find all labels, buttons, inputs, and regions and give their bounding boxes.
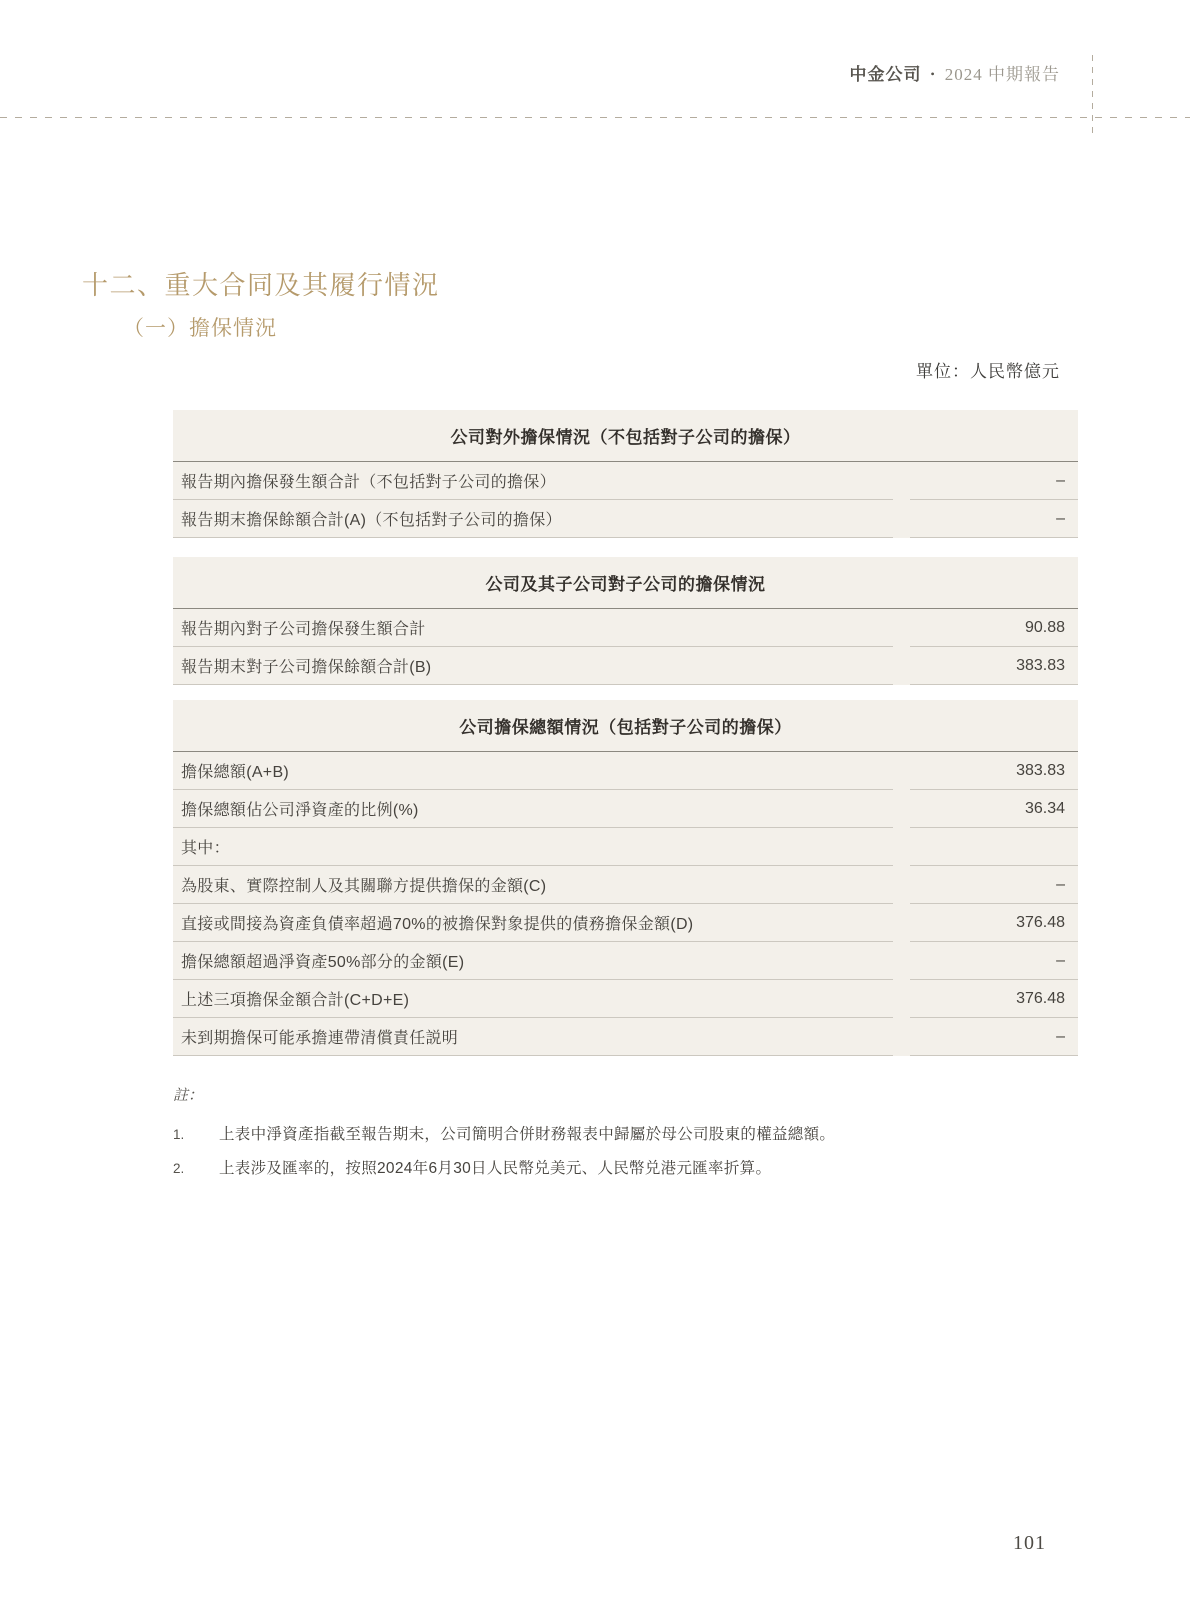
table-row <box>173 980 1078 1018</box>
row-label: 未到期擔保可能承擔連帶清償責任説明 <box>173 1018 893 1056</box>
row-value: 36.34 <box>910 790 1078 828</box>
row-value: 90.88 <box>910 609 1078 647</box>
horizontal-dashed-divider <box>0 117 1190 118</box>
table-row <box>173 752 1078 790</box>
row-label: 擔保總額佔公司淨資產的比例(%) <box>173 790 893 828</box>
note-text: 上表中淨資產指截至報告期末，公司簡明合併財務報表中歸屬於母公司股東的權益總額。 <box>219 1126 836 1143</box>
row-value: 376.48 <box>910 904 1078 942</box>
row-label: 其中： <box>173 828 893 866</box>
table-row <box>173 462 1078 500</box>
table-row <box>173 1018 1078 1056</box>
table-external-guarantees <box>173 410 1078 538</box>
table-row <box>173 790 1078 828</box>
note-number: 1. <box>173 1127 185 1142</box>
row-value: – <box>910 866 1078 904</box>
row-value: 376.48 <box>910 980 1078 1018</box>
table-total-guarantees <box>173 700 1078 1056</box>
row-value: 383.83 <box>910 752 1078 790</box>
note-text: 上表涉及匯率的，按照2024年6月30日人民幣兑美元、人民幣兑港元匯率折算。 <box>219 1160 772 1177</box>
notes-heading: 註： <box>173 1088 204 1104</box>
note-item <box>173 1159 933 1178</box>
row-label: 報告期末擔保餘額合計(A)（不包括對子公司的擔保） <box>173 500 893 538</box>
row-label: 報告期內對子公司擔保發生額合計 <box>173 609 893 647</box>
row-value: – <box>910 462 1078 500</box>
bullet-separator: • <box>930 67 936 81</box>
row-value: – <box>910 500 1078 538</box>
row-value: – <box>910 1018 1078 1056</box>
row-value <box>910 828 1078 866</box>
section-title: 十二、重大合同及其履行情況 <box>82 270 440 300</box>
row-value: 383.83 <box>910 647 1078 685</box>
row-label: 報告期內擔保發生額合計（不包括對子公司的擔保） <box>173 462 893 500</box>
table-row <box>173 500 1078 538</box>
row-label: 擔保總額超過淨資產50%部分的金額(E) <box>173 942 893 980</box>
vertical-dashed-divider <box>1092 55 1093 137</box>
table-row <box>173 609 1078 647</box>
company-name: 中金公司 <box>849 65 922 84</box>
notes-section <box>173 1084 933 1193</box>
row-label: 擔保總額(A+B) <box>173 752 893 790</box>
page-number: 101 <box>1013 1532 1046 1554</box>
row-label: 為股東、實際控制人及其關聯方提供擔保的金額(C) <box>173 866 893 904</box>
table-row <box>173 942 1078 980</box>
table-subsidiary-guarantees <box>173 557 1078 685</box>
table-title: 公司擔保總額情況（包括對子公司的擔保） <box>173 700 1078 752</box>
running-head <box>850 60 1060 85</box>
table-title: 公司及其子公司對子公司的擔保情況 <box>173 557 1078 609</box>
note-item <box>173 1125 933 1144</box>
row-label: 直接或間接為資產負債率超過70%的被擔保對象提供的債務擔保金額(D) <box>173 904 893 942</box>
row-value: – <box>910 942 1078 980</box>
row-label: 上述三項擔保金額合計(C+D+E) <box>173 980 893 1018</box>
table-row <box>173 866 1078 904</box>
row-label: 報告期末對子公司擔保餘額合計(B) <box>173 647 893 685</box>
unit-label: 單位：人民幣億元 <box>916 362 1060 381</box>
report-title: 2024 中期報告 <box>944 65 1060 84</box>
subsection-title: （一）擔保情況 <box>123 317 277 340</box>
table-row <box>173 647 1078 685</box>
table-row <box>173 904 1078 942</box>
table-title: 公司對外擔保情況（不包括對子公司的擔保） <box>173 410 1078 462</box>
note-number: 2. <box>173 1161 185 1176</box>
table-row <box>173 828 1078 866</box>
